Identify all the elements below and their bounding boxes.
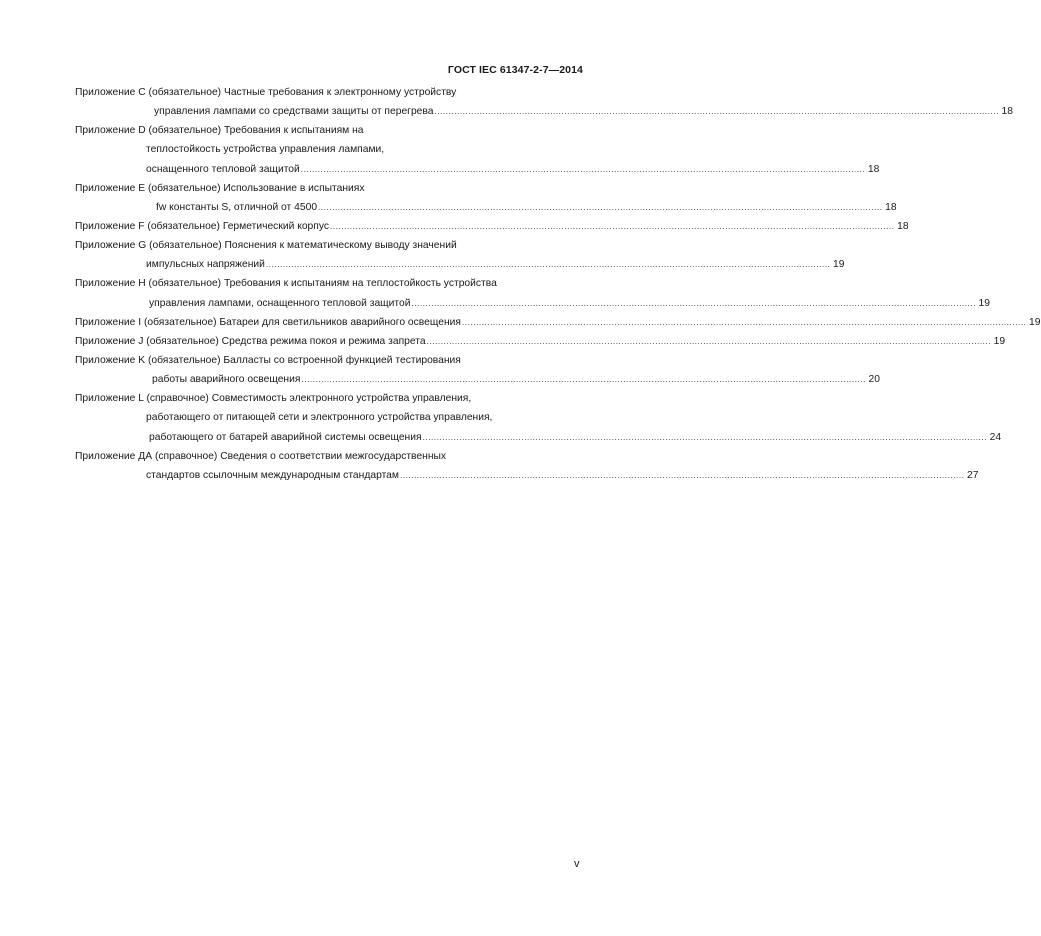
toc-page-number: 19: [993, 335, 1006, 347]
toc-page-number: 19: [833, 259, 845, 271]
table-of-contents: [75, 83, 1041, 485]
toc-page-number: 19: [1029, 316, 1041, 328]
toc-entry: [75, 274, 991, 312]
toc-page-number: 18: [1001, 106, 1014, 118]
toc-line-text: импульсных напряжений: [146, 259, 265, 271]
toc-line-text: Приложение Н (обязательное) Требования к испытаниям на теплостойкость устройства: [75, 278, 497, 290]
dot-leader: ........................................................................................................................................................................................................: [265, 260, 831, 270]
toc-line-text: Приложение F (обязательное) Герметический корпус: [75, 220, 330, 232]
toc-line: [75, 179, 551, 198]
toc-entry: [75, 389, 1002, 446]
toc-page-number: 19: [978, 297, 991, 309]
toc-line-text: Приложение K (обязательное) Балласты со встроенной функцией тестирования: [75, 354, 461, 366]
toc-entry: [75, 332, 1006, 351]
toc-line-text: управления лампами со средствами защиты от перегрева: [154, 106, 434, 118]
toc-line: [75, 217, 909, 236]
toc-line-text: fw константы S, отличной от 4500: [156, 201, 318, 213]
toc-line: [75, 408, 551, 427]
toc-line-text: Приложение J (обязательное) Средства режима покоя и режима запрета: [75, 335, 426, 347]
toc-line-text: Приложение I (обязательное) Батареи для светильников аварийного освещения: [75, 316, 461, 328]
toc-line: [75, 466, 979, 485]
toc-line: [75, 428, 1002, 447]
dot-leader: ........................................................................................................................................................................................................: [426, 336, 992, 346]
toc-line-text: Приложение G (обязательное) Пояснения к математическому выводу значений: [75, 240, 457, 252]
dot-leader: ........................................................................................................................................................................................................: [461, 317, 1027, 327]
toc-line-text: Приложение D (обязательное) Требования к испытаниям на: [75, 125, 364, 137]
toc-page-number: 18: [885, 201, 897, 213]
toc-page-number: 27: [967, 469, 979, 481]
toc-line-text: оснащенного тепловой защитой: [146, 163, 300, 175]
toc-entry: [75, 179, 897, 217]
toc-line-text: работающего от батарей аварийной системы освещения: [149, 431, 422, 443]
toc-line: [75, 236, 551, 255]
toc-line: [75, 370, 880, 389]
toc-line: [75, 160, 880, 179]
toc-line-text: работающего от питающей сети и электронного устройства управления,: [146, 412, 493, 424]
toc-line-text: управления лампами, оснащенного тепловой защитой: [149, 297, 411, 309]
toc-line-text: Приложение ДА (справочное) Сведения о соответствии межгосударственных: [75, 450, 447, 462]
toc-entry: [75, 83, 1014, 121]
toc-line: [75, 255, 845, 274]
dot-leader: ........................................................................................................................................................................................................: [434, 107, 1000, 117]
toc-line: [75, 102, 1014, 121]
toc-line: [75, 140, 551, 159]
dot-leader: ........................................................................................................................................................................................................: [399, 470, 965, 480]
toc-line-text: работы аварийного освещения: [152, 374, 301, 386]
toc-page-number: 20: [868, 374, 880, 386]
toc-line-text: стандартов ссылочным международным стандартам: [146, 469, 399, 481]
dot-leader: ........................................................................................................................................................................................................: [330, 221, 895, 231]
toc-entry: [75, 217, 909, 236]
toc-line: [75, 351, 551, 370]
toc-line: [75, 313, 1041, 332]
toc-entry: [75, 447, 979, 485]
toc-page-number: 24: [989, 431, 1002, 443]
toc-line: [75, 198, 897, 217]
toc-line: [75, 389, 551, 408]
toc-line: [75, 332, 1006, 351]
toc-entry: [75, 351, 880, 389]
toc-line: [75, 274, 551, 293]
page-number: v: [574, 858, 580, 870]
dot-leader: ........................................................................................................................................................................................................: [422, 432, 988, 442]
toc-entry: [75, 121, 880, 178]
dot-leader: ........................................................................................................................................................................................................: [318, 202, 883, 212]
toc-page-number: 18: [867, 163, 880, 175]
toc-line: [75, 294, 991, 313]
toc-line-text: теплостойкость устройства управления лампами,: [146, 144, 385, 156]
dot-leader: ........................................................................................................................................................................................................: [300, 164, 866, 174]
toc-entry: [75, 313, 1041, 332]
toc-page-number: 18: [897, 220, 909, 232]
toc-line-text: Приложение С (обязательное) Частные требования к электронному устройству: [75, 87, 457, 98]
toc-line: [75, 83, 551, 102]
dot-leader: ........................................................................................................................................................................................................: [411, 298, 977, 308]
document-code-header: ГОСТ IEC 61347-2-7—2014: [447, 64, 583, 76]
toc-line: [75, 121, 551, 140]
toc-line: [75, 447, 551, 466]
toc-line-text: Приложение Е (обязательное) Использование в испытаниях: [75, 182, 365, 194]
toc-line-text: Приложение L (справочное) Совместимость электронного устройства управления,: [75, 393, 472, 405]
dot-leader: ........................................................................................................................................................................................................: [301, 375, 866, 385]
toc-entry: [75, 236, 845, 274]
